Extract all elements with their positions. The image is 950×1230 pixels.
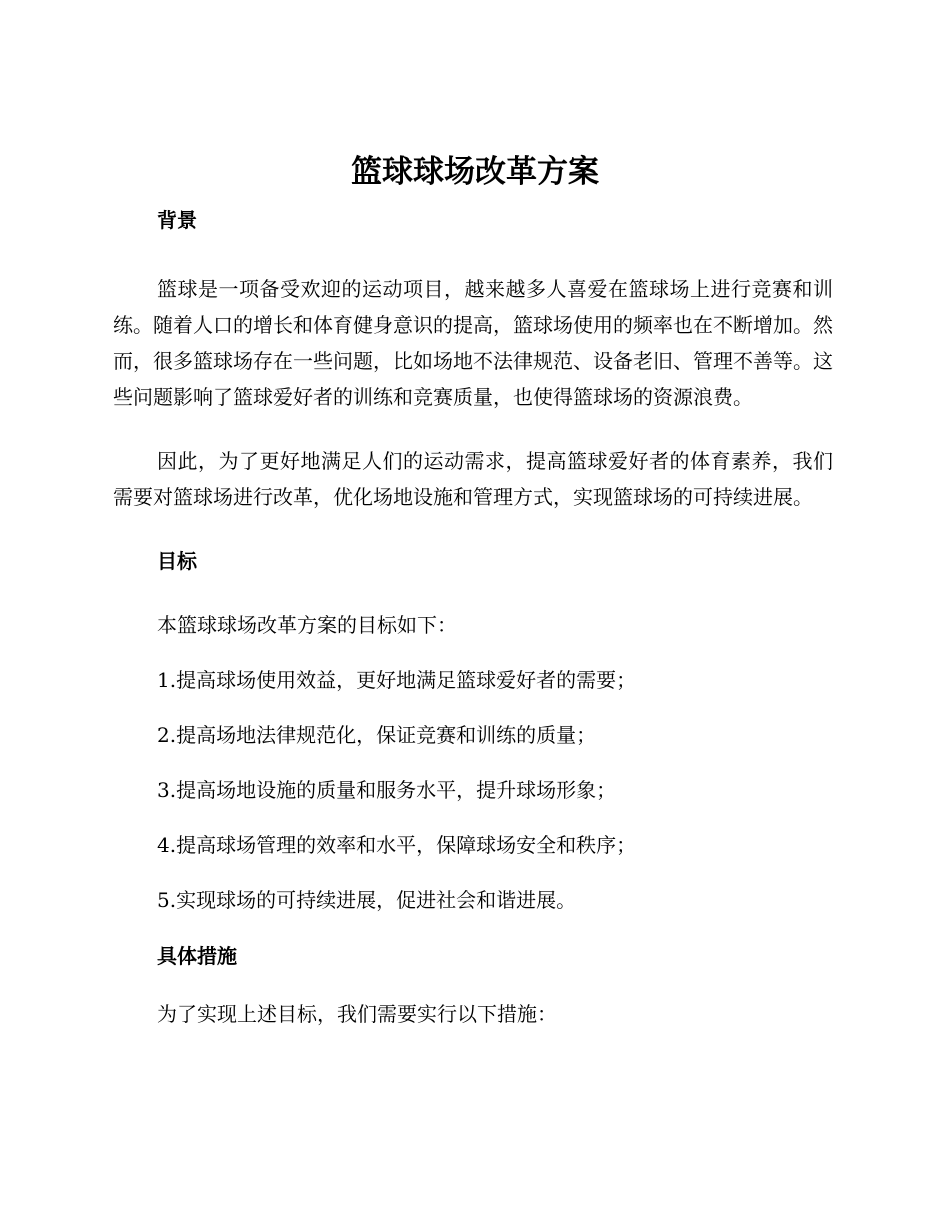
goal-item-5: 5.实现球场的可持续进展，促进社会和谐进展。 — [157, 888, 577, 912]
section-heading-goals: 目标 — [157, 549, 197, 573]
section-heading-measures: 具体措施 — [157, 944, 237, 968]
goals-intro: 本篮球球场改革方案的目标如下： — [157, 613, 457, 637]
goal-item-2: 2.提高场地法律规范化，保证竞赛和训练的质量； — [157, 723, 597, 747]
background-paragraph-2: 因此，为了更好地满足人们的运动需求，提高篮球爱好者的体育素养，我们需要对篮球场进行改革，优化场地设施和管理方式，实现篮球场的可持续进展。 — [113, 449, 833, 509]
background-paragraph-1: 篮球是一项备受欢迎的运动项目，越来越多人喜爱在篮球场上进行竞赛和训练。随着人口的增长和体育健身意识的提高，篮球场使用的频率也在不断增加。然而，很多篮球场存在一些问题，比如场地不法律规范、设备老旧、管理不善等。这些问题影响了篮球爱好者的训练和竞赛质量，也使得篮球场的资源浪费。 — [113, 277, 833, 409]
goal-item-1: 1.提高球场使用效益，更好地满足篮球爱好者的需要； — [157, 668, 637, 692]
goal-item-4: 4.提高球场管理的效率和水平，保障球场安全和秩序； — [157, 833, 637, 857]
goal-item-3: 3.提高场地设施的质量和服务水平，提升球场形象； — [157, 778, 617, 802]
document-body — [113, 204, 833, 1032]
document-title: 篮球球场改革方案 — [351, 154, 599, 190]
measures-intro: 为了实现上述目标，我们需要实行以下措施： — [157, 1002, 557, 1026]
section-heading-background: 背景 — [157, 208, 197, 232]
